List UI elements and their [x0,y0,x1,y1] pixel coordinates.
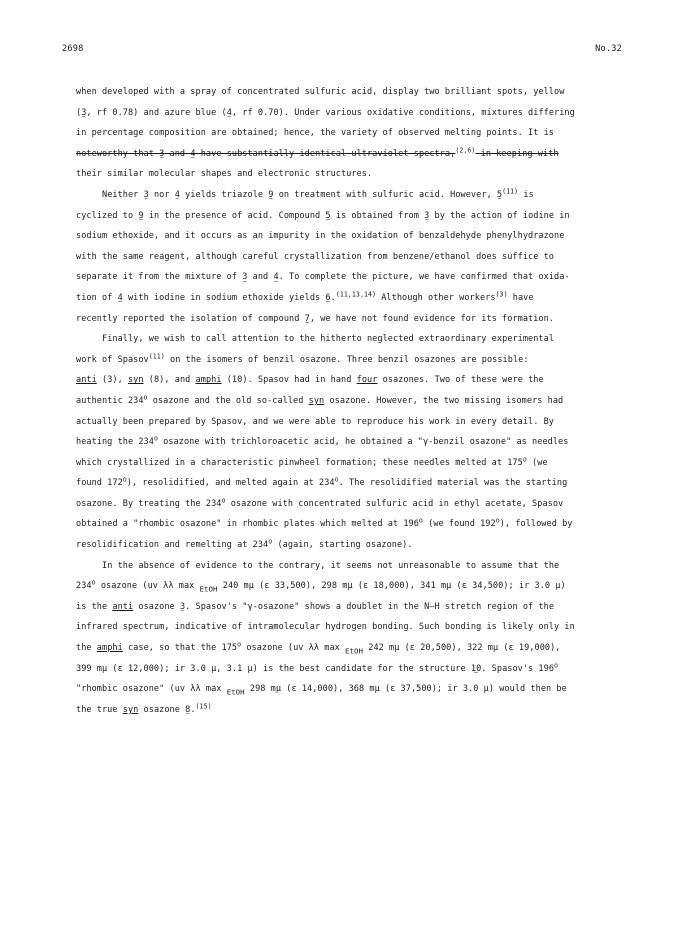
compound-ref: 10 ~ [471,664,481,674]
struck-text: noteworthy that [76,148,160,159]
text-line-19: which crystallized in a characteristic pinwheel formation; these needles melted at 175$^o$ (we [76,455,548,468]
underlined-term: syn [127,375,144,386]
text-line-7: cyclized to 9 ~ in the presence of acid. Compound 5 ~ is obtained from 3 ~ by the action of iodine in [76,206,636,227]
underlined-term: anti [112,601,134,612]
text-line-17: actually been prepared by Spasov, and we were able to reproduce his work in every detail. By [76,416,554,427]
text-line-8: sodium ethoxide, and it occurs as an impurity in the oxidation of benzaldehyde phenylhydrazone [76,231,565,242]
compound-ref: 4 ~ [190,149,195,159]
compound-ref: 4 ~ [227,108,232,118]
compound-ref: 3 ~ [159,149,164,159]
compound-ref: 3 ~ [424,211,429,221]
text-line-9: with the same reagent, although careful crystallization from benzene/ethanol does suffice to [76,251,554,262]
text-line-27: infrared spectrum, indicative of intramolecular hydrogen bonding. Such bonding is likely only in [76,622,575,633]
compound-ref: 9 ~ [138,211,143,221]
issue-number: No.32 [595,44,622,54]
underlined-term: syn [122,704,139,715]
text-line-30: "rhombic osazone" (uv λλ max $_{EtOH}$ 298 mμ (ε 14,000), 368 mμ (ε 37,500); ir 3.0 μ) would then be [76,684,567,697]
citation: (2,6) [455,146,476,155]
solvent-subscript: EtOH [226,687,245,697]
text-line-4: noteworthy that 3 ~ and 4 ~ have substantially identical ultraviolet spectra,$^{(2,6)}$ in keeping with [76,144,636,165]
compound-ref: 4 ~ [273,272,278,282]
text-line-20: found 172$^o$), resolidified, and melted again at 234$^o$. The resolidified material was the starting [76,475,568,489]
solvent-subscript: EtOH [345,646,364,656]
text-line-24: In the absence of evidence to the contrary, it seems not unreasonable to assume that the [102,560,560,571]
solvent-subscript: EtOH [199,584,218,594]
article-body [76,82,636,720]
compound-ref: 9 ~ [268,190,273,200]
underlined-term: amphi [96,643,123,654]
citation: (11) [148,352,165,361]
text-line-16: authentic 234$^o$ osazone and the old so-called syn osazone. However, the two missing isomers had [76,393,564,406]
text-line-3: in percentage composition are obtained; hence, the variety of observed melting points. It is [76,128,554,139]
text-line-12: recently reported the isolation of compound 7 ~, we have not found evidence for its formation. [76,309,636,330]
text-line-5: their similar molecular shapes and electronic structures. [76,169,373,180]
underlined-term: syn [308,395,325,406]
citation: (15) [195,702,212,711]
citation: (11,13,14) [335,290,377,299]
text-line-13: Finally, we wish to call attention to the hitherto neglected extraordinary experimental [102,334,555,345]
compound-ref: 6 ~ [325,293,330,303]
citation: (3) [495,290,508,299]
text-line-22: obtained a "rhombic osazone" in rhombic plates which melted at 196$^o$ (we found 192$^o$), followed by [76,516,573,530]
text-line-14: work of Spasov$^{(11)}$ on the isomers of benzil osazone. Three benzil osazones are possible: [76,352,529,365]
text-line-2: (3 ~, rf 0.78) and azure blue (4 ~, rf 0.70). Under various oxidative conditions, mixtures differing [76,103,636,124]
text-line-15: anti (3), syn (8), and amphi (10). Spasov had in hand four osazones. Two of these were the [76,375,544,386]
text-line-6: Neither 3 ~ nor 4 ~ yields triazole 9 ~ on treatment with sulfuric acid. However, 5 ~$^{(11)}$ is [76,185,636,206]
underlined-term: amphi [195,375,222,386]
compound-ref: 4 ~ [175,190,180,200]
text-line-23: resolidification and remelting at 234$^o$ (again, starting osazone). [76,537,413,551]
text-line-1: when developed with a spray of concentrated sulfuric acid, display two brilliant spots, yellow [76,87,565,97]
text-line-18: heating the 234$^o$ osazone with trichloroacetic acid, he obtained a "γ-benzil osazone" as needles [76,434,569,448]
underlined-term: anti [76,375,97,386]
citation: (11) [502,187,519,196]
underlined-term: four [356,375,378,386]
text-line-21: osazone. By treating the 234$^o$ osazone with concentrated sulfuric acid in ethyl acetate, Spasov [76,496,564,509]
compound-ref: 8 ~ [185,705,190,715]
compound-ref: 3 ~ [81,108,86,118]
compound-ref: 3 ~ [180,602,185,612]
compound-ref: 5 ~ [325,211,330,221]
text-line-28: the amphi case, so that the 175$^o$ osazone (uv λλ max $_{EtOH}$ 242 mμ (ε 20,500), 322 mμ (ε 19,000), [76,640,561,656]
page-number: 2698 [62,44,84,54]
compound-ref: 4 ~ [118,293,123,303]
compound-ref: 7 ~ [305,314,310,324]
text-line-29: 399 mμ (ε 12,000); ir 3.0 μ, 3.1 μ) is the best candidate for the structure 10 ~. Spasov's 196$^o$ [76,659,636,680]
text-line-10: separate it from the mixture of 3 ~ and 4 ~. To complete the picture, we have confirmed that oxida- [76,267,636,288]
text-line-31: the true syn osazone 8 ~.$^{(15)}$ [76,700,636,721]
compound-ref: 3 ~ [144,190,149,200]
text-line-11: tion of 4 ~ with iodine in sodium ethoxide yields 6 ~.$^{(11,13,14)}$ Although other workers$^{(3)}$ have [76,288,636,309]
text-line-26: is the anti osazone 3 ~. Spasov's "γ-osazone" shows a doublet in the N—H stretch region of the [76,597,636,618]
text-line-25: 234$^o$ osazone (uv λλ max $_{EtOH}$ 240 mμ (ε 33,500), 298 mμ (ε 18,000), 341 mμ (ε 34,500); ir 3.0 μ) [76,578,566,594]
compound-ref: 3 ~ [242,272,247,282]
compound-ref: 5 ~ [497,190,502,200]
